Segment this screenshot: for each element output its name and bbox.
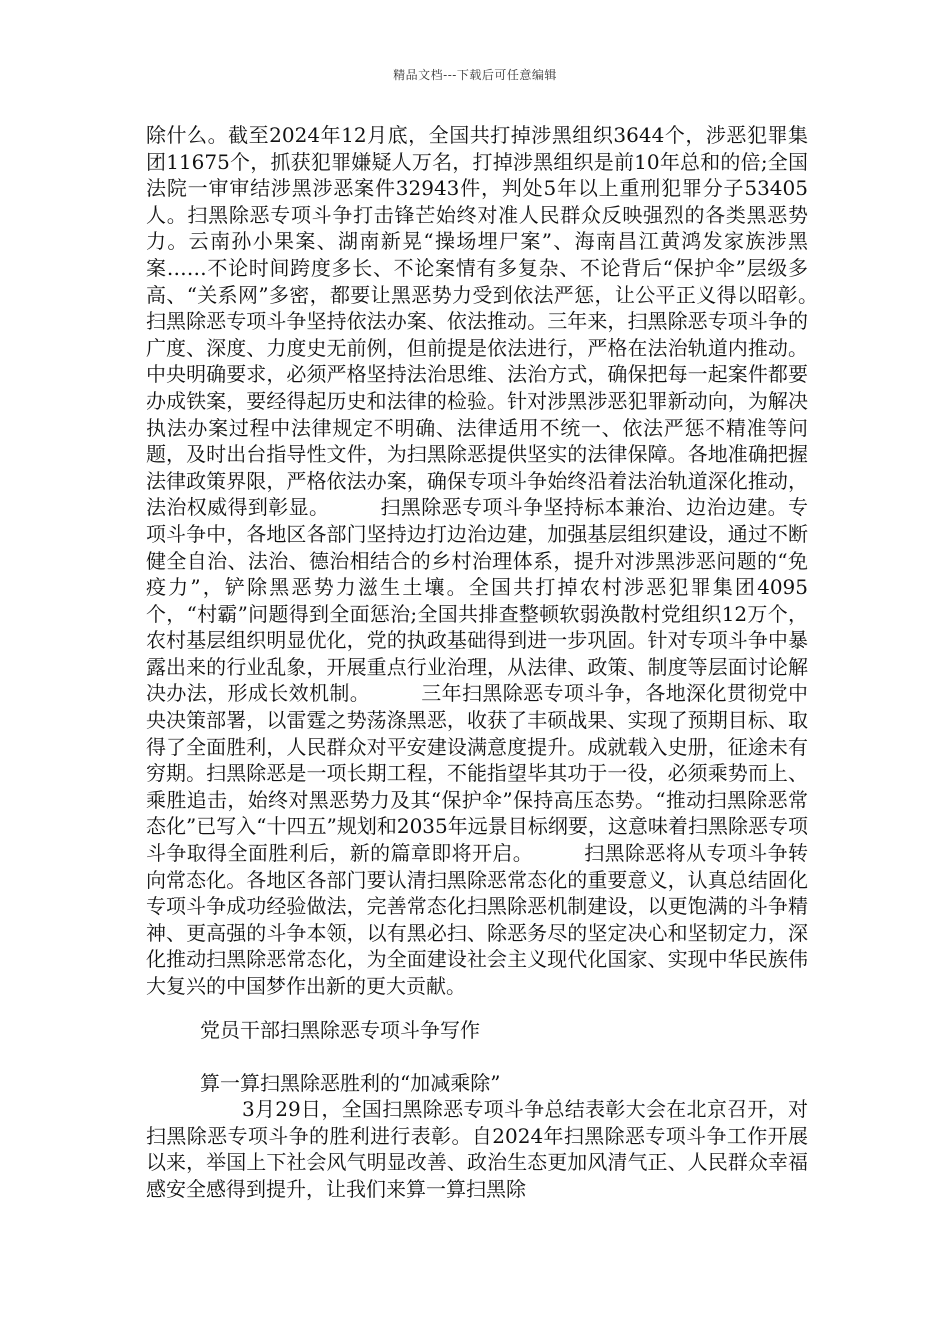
main-paragraph [146, 122, 868, 1000]
page-header: 精品文档---下载后可任意编辑 [393, 68, 557, 82]
tail-paragraph [146, 1096, 808, 1202]
section-heading-2: 算一算扫黑除恶胜利的“加减乘除” [200, 1071, 501, 1095]
tail-text: 3月29日，全国扫黑除恶专项斗争总结表彰大会在北京召开，对扫黑除恶专项斗争的胜利进行表彰。自2024年扫黑除恶专项斗争工作开展以来，举国上下社会风气明显改善、政治生态更加风清气正、人民群众幸福感安全感得到提升，让我们来算一算扫黑除 [146, 1097, 808, 1201]
section-heading-1: 党员干部扫黑除恶专项斗争写作 [200, 1018, 480, 1042]
paragraph-text: 除什么。截至2024年12月底，全国共打掉涉黑组织3644个，涉恶犯罪集团11675个，抓获犯罪嫌疑人万名，打掉涉黑组织是前10年总和的倍;全国法院一审审结涉黑涉恶案件32943件，判处5年以上重刑犯罪分子53405人。扫黑除恶专项斗争打击锋芒始终对准人民群众反映强烈的各类黑恶势力。云南孙小果案、湖南新晃“操场埋尸案”、海南昌江黄鸿发家族涉黑案……不论时间跨度多长、不论案情有多复杂、不论背后“保护伞”层级多高、“关系网”多密，都要让黑恶势力受到依法严惩，让公平正义得以昭彰。 扫黑除恶专项斗争坚持依法办案、依法推动。三年来，扫黑除恶专项斗争的广度、深度、力度史无前例，但前提是依法进行，严格在法治轨道内推动。中央明确要求，必须严格坚持法治思维、法治方式，确保把每一起案件都要办成铁案，要经得起历史和法律的检验。针对涉黑涉恶犯罪新动向，为解决执法办案过程中法律规定不明确、法律适用不统一、依法严惩不精准等问题，及时出台指导性文件，为扫黑除恶提供坚实的法律保障。各地准确把握法律政策界限，严格依法办案，确保专项斗争始终沿着法治轨道深化推动，法治权威得到彰显。 扫黑除恶专项斗争坚持标本兼治、边治边建。专项斗争中，各地区各部门坚持边打边治边建，加强基层组织建设，通过不断健全自治、法治、德治相结合的乡村治理体系，提升对涉黑涉恶问题的“免疫力”，铲除黑恶势力滋生土壤。全国共打掉农村涉恶犯罪集团4095个，“村霸”问题得到全面惩治;全国共排查整顿软弱涣散村党组织12万个，农村基层组织明显优化，党的执政基础得到进一步巩固。针对专项斗争中暴露出来的行业乱象，开展重点行业治理，从法律、政策、制度等层面讨论解决办法，形成长效机制。 三年扫黑除恶专项斗争，各地深化贯彻党中央决策部署，以雷霆之势荡涤黑恶，收获了丰硕战果、实现了预期目标、取得了全面胜利，人民群众对平安建设满意度提升。成就载入史册，征途未有穷期。扫黑除恶是一项长期工程，不能指望毕其功于一役，必须乘势而上、乘胜追击，始终对黑恶势力及其“保护伞”保持高压态势。“推动扫黑除恶常态化”已写入“十四五”规划和2035年远景目标纲要，这意味着扫黑除恶专项斗争取得全面胜利后，新的篇章即将开启。 扫黑除恶将从专项斗争转向常态化。各地区各部门要认清扫黑除恶常态化的重要意义，认真总结固化专项斗争成功经验做法，完善常态化扫黑除恶机制建设，以更饱满的斗争精神、更高强的斗争本领，以有黑必扫、除恶务尽的坚定决心和坚韧定力，深化推动扫黑除恶常态化，为全面建设社会主义现代化国家、实现中华民族伟大复兴的中国梦作出新的更大贡献。 [146, 123, 868, 998]
